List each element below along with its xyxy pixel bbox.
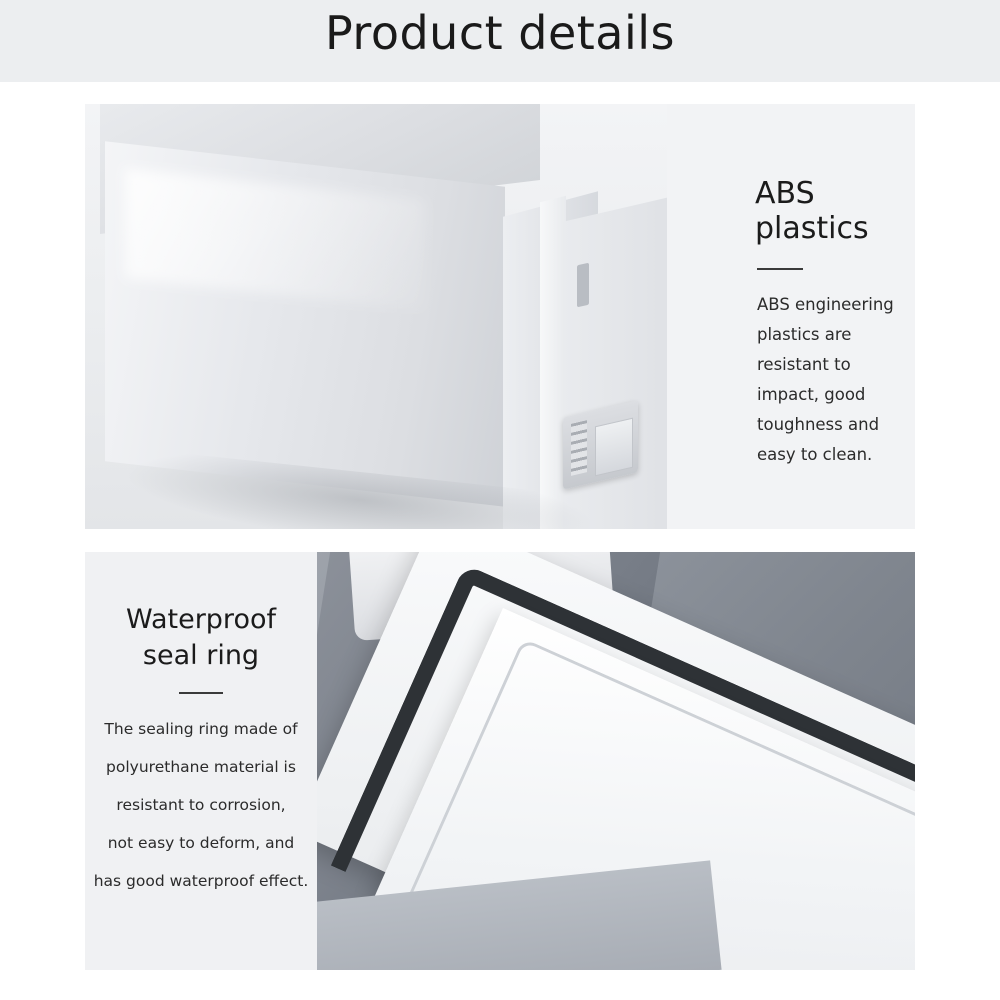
seal-ring-heading-line2: seal ring (142, 640, 260, 671)
abs-plastics-divider (757, 268, 803, 270)
header-bar (0, 0, 1000, 82)
seal-ring-divider (179, 692, 223, 694)
abs-plastics-photo (85, 104, 667, 529)
seal-ring-body-line: has good waterproof effect. (93, 872, 309, 890)
abs-plastics-text-block (667, 104, 915, 529)
hinge-knuckles-icon (571, 420, 587, 476)
seal-ring-heading (85, 552, 317, 674)
section-abs-plastics (85, 104, 915, 529)
section-waterproof-seal-ring (85, 552, 915, 970)
seal-ring-body-line: resistant to corrosion, (116, 796, 286, 814)
seal-ring-body-line: The sealing ring made of (104, 720, 298, 738)
seal-ring-body (85, 710, 317, 900)
seal-ring-text-block (85, 552, 317, 970)
bottom-whitespace (0, 970, 1000, 1000)
enclosure-latch-icon (577, 263, 589, 308)
seal-ring-photo (317, 552, 915, 970)
abs-plastics-body: ABS engineering plastics are resistant to impact, good toughness and easy to clean. (757, 295, 894, 464)
abs-plastics-heading: ABS plastics (755, 176, 869, 246)
seal-ring-body-line: polyurethane material is (106, 758, 296, 776)
hinge-plate (595, 418, 633, 477)
page-title: Product details (324, 6, 676, 60)
seal-ring-body-line: not easy to deform, and (107, 834, 295, 852)
seal-ring-heading-line1: Waterproof (125, 604, 276, 635)
